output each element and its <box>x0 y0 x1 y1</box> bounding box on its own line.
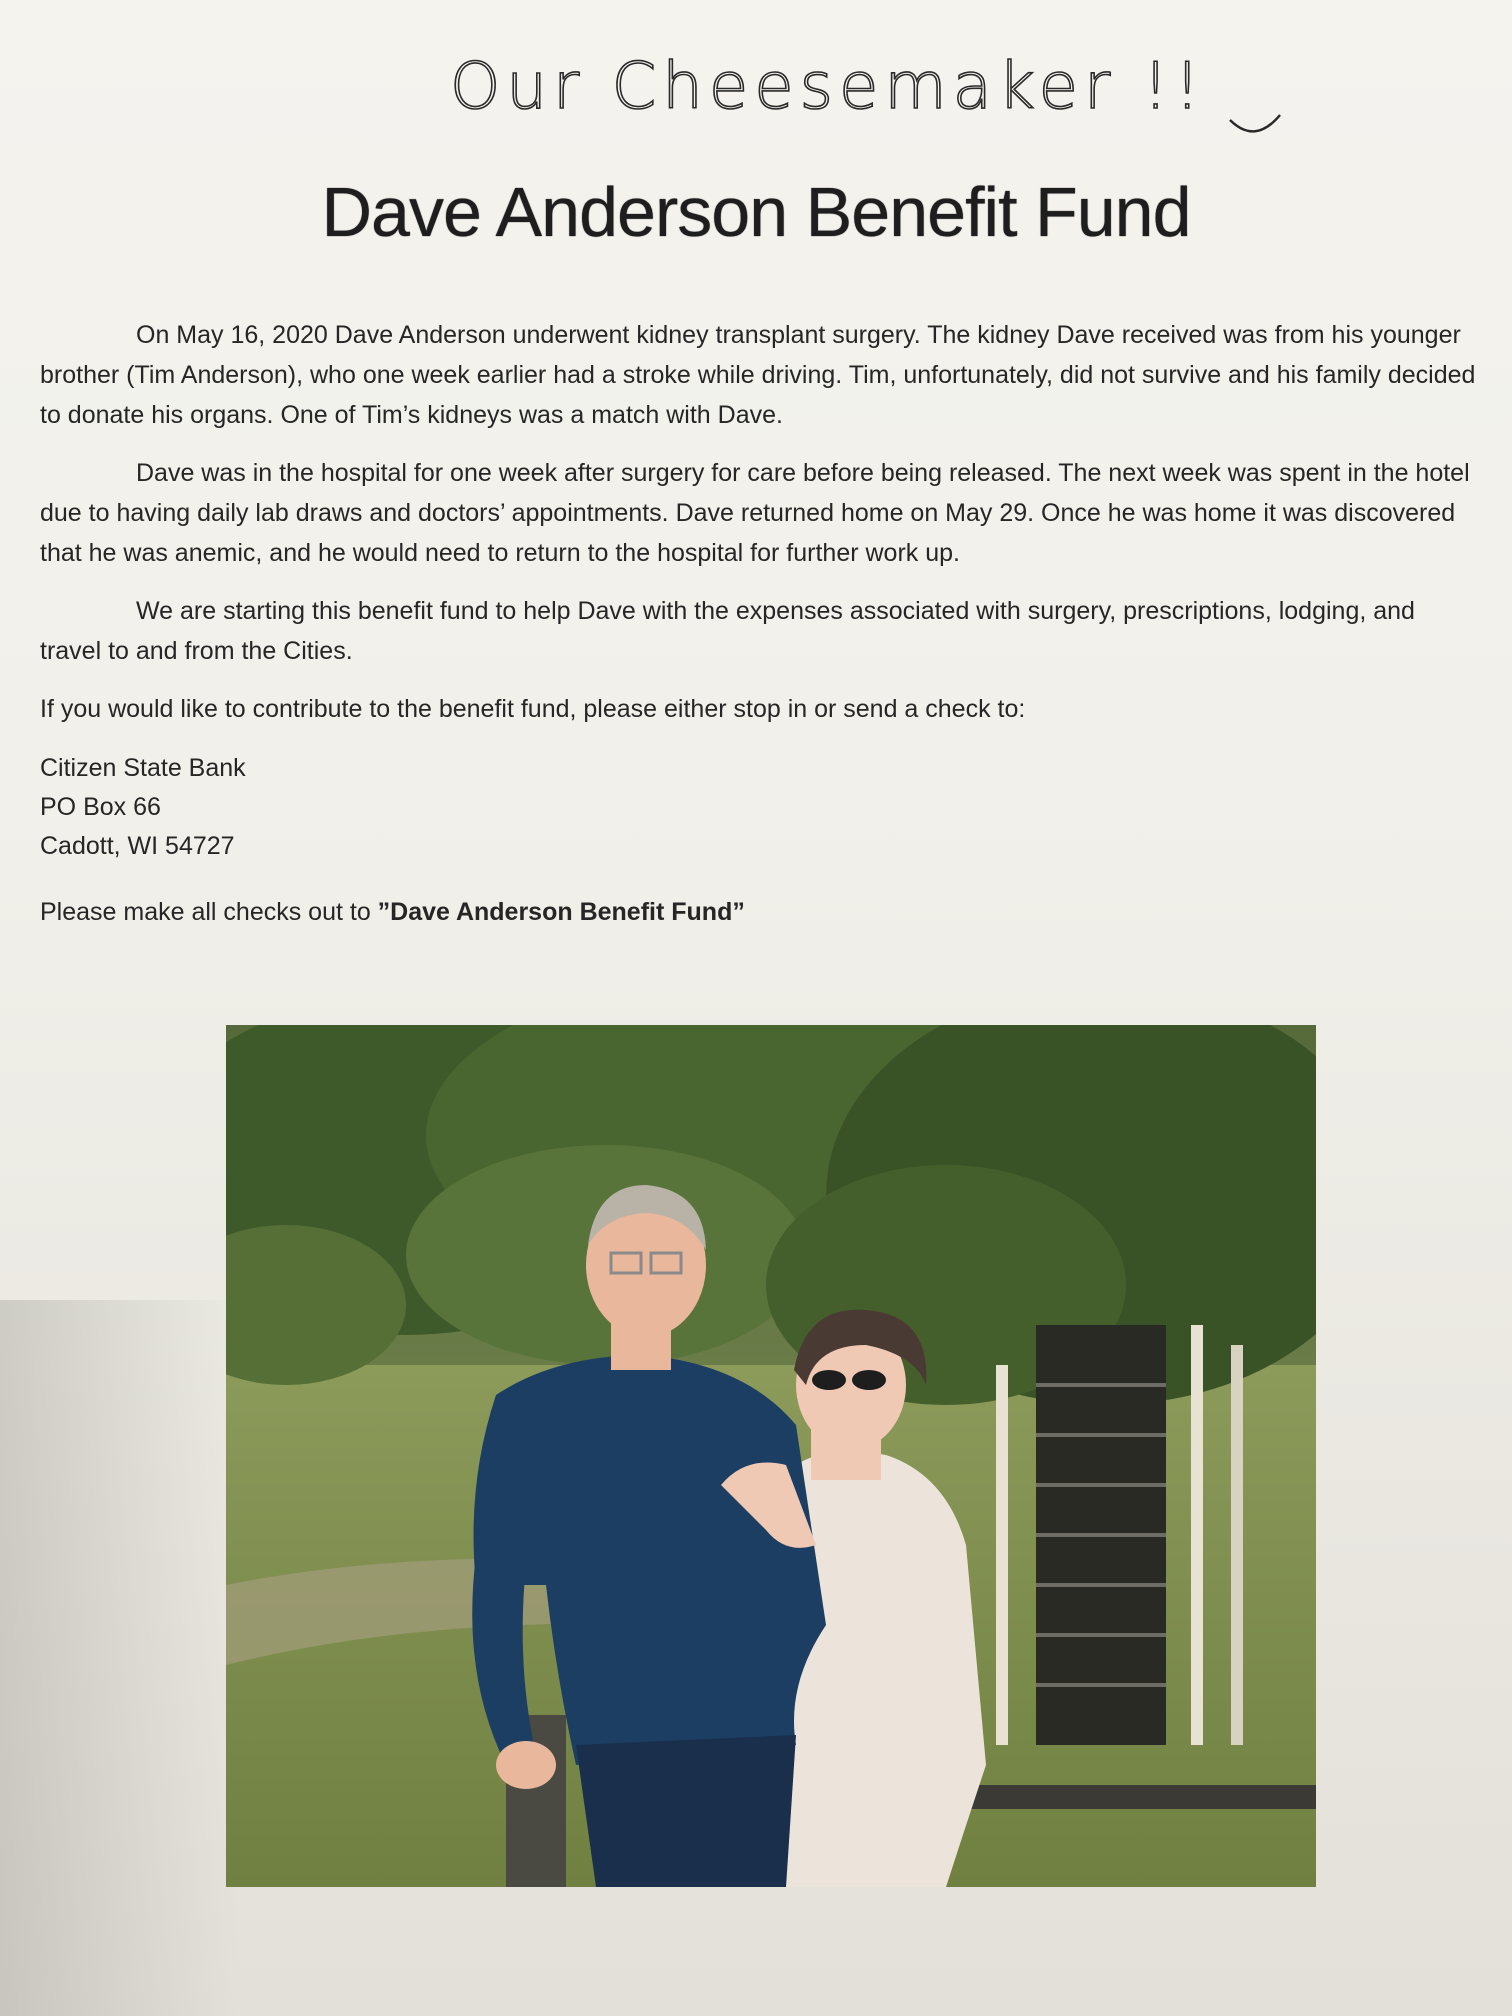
stake-2 <box>1191 1325 1203 1745</box>
checks-line <box>40 892 1480 932</box>
address-line-3: Cadott, WI 54727 <box>40 832 235 860</box>
document-body <box>40 315 1480 950</box>
paragraph-2: Dave was in the hospital for one week after surgery for care before being released. The next week was spent in the hotel due to having daily lab draws and doctors’ appointments. Dave returned home on May 29. Once he was home it was discovered that he was anemic, and he would need to return to the hospital for further work up. <box>40 459 1470 567</box>
stake-3 <box>1231 1345 1243 1745</box>
contribute-line: If you would like to contribute to the benefit fund, please either stop in or send a check to: <box>40 695 1026 723</box>
stake-1 <box>996 1365 1008 1745</box>
mailing-address <box>40 749 1480 866</box>
page-title: Dave Anderson Benefit Fund <box>321 173 1191 251</box>
handwritten-note-text: Our Cheesemaker !! <box>450 50 1206 124</box>
checks-payee: ”Dave Anderson Benefit Fund” <box>377 898 745 926</box>
smiley-mouth <box>1230 115 1280 131</box>
checks-line-prefix: Please make all checks out to <box>40 898 378 926</box>
couple-photo <box>226 1025 1316 1887</box>
handwritten-note <box>440 20 1340 140</box>
address-line-1: Citizen State Bank <box>40 754 246 782</box>
photo-illustration <box>226 1025 1316 1887</box>
paper-shadow <box>0 1300 240 2016</box>
paragraph-3: We are starting this benefit fund to help Dave with the expenses associated with surgery, prescriptions, lodging, and travel to and from the Cities. <box>40 597 1415 665</box>
paragraph-1: On May 16, 2020 Dave Anderson underwent kidney transplant surgery. The kidney Dave received was from his younger brother (Tim Anderson), who one week earlier had a stroke while driving. Tim, unfortunately, did not survive and his family decided to donate his organs. One of Tim’s kidneys was a match with Dave. <box>40 321 1476 429</box>
address-line-2: PO Box 66 <box>40 793 161 821</box>
